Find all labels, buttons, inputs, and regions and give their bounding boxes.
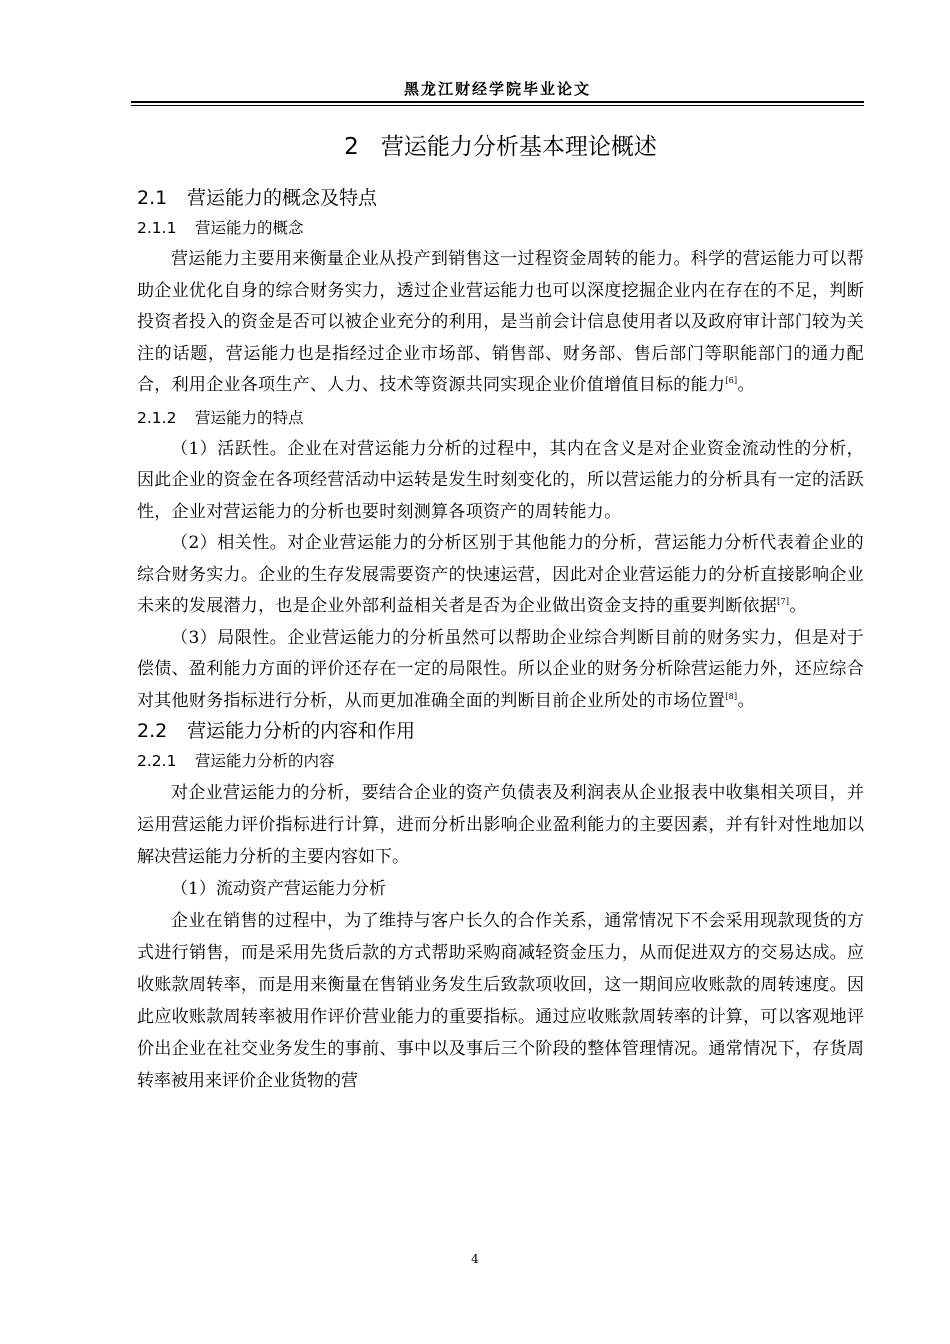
paragraph: 对企业营运能力的分析，要结合企业的资产负债表及利润表从企业报表中收集相关项目，并运用营运能力评价指标进行计算，进而分析出影响企业盈利能力的主要因素，并有针对性地加以解决营运能力分析的主要内容如下。 — [137, 783, 864, 867]
paragraph — [137, 528, 864, 623]
subsection-heading-2-1-2 — [137, 402, 864, 434]
paragraph — [137, 244, 864, 402]
subsection-number: 2.2.1 — [137, 752, 177, 770]
chapter-number: 2 — [344, 134, 359, 160]
citation: [6] — [725, 376, 738, 385]
subsection-title: 营运能力的特点 — [195, 408, 304, 427]
paragraph-end: 。 — [737, 375, 755, 395]
subsection-heading-2-2-1 — [137, 745, 864, 777]
paragraph-text: （3）局限性。企业营运能力的分析虽然可以帮助企业综合判断目前的财务实力，但是对于偿债、盈利能力方面的评价还存在一定的局限性。所以企业的财务分析除营运能力外，还应综合对其他财务指标进行分析，从而更加准确全面的判断目前企业所处的市场位置 — [137, 627, 864, 711]
citation: [8] — [725, 691, 738, 701]
subsection-heading-2-1-1 — [137, 212, 864, 244]
list-heading: （1）流动资产营运能力分析 — [171, 879, 386, 899]
paragraph: 企业在销售的过程中，为了维持与客户长久的合作关系，通常情况下不会采用现款现货的方式进行销售，而是采用先货后款的方式帮助采购商减轻资金压力，从而促进双方的交易达成。应收账款周转率，而是用来衡量在售销业务发生后致款项收回，这一期间应收账款的周转速度。因此应收账款周转率被用作评价营业能力的重要指标。通过应收账款周转率的计算，可以客观地评价出企业在社交业务发生的事前、事中以及事后三个阶段的整体管理情况。通常情况下，存货周转率被用来评价企业货物的营 — [137, 911, 864, 1091]
section-heading-2-2 — [137, 717, 864, 745]
paragraph — [137, 623, 864, 718]
page-number: 4 — [471, 1252, 479, 1266]
running-header: 黑龙江财经学院毕业论文 — [403, 80, 591, 98]
paragraph-end: 。 — [789, 596, 807, 616]
citation: [7] — [777, 597, 790, 606]
section-title: 营运能力分析的内容和作用 — [187, 720, 416, 742]
paragraph-end: 。 — [737, 690, 755, 711]
header-rule-thick — [131, 101, 864, 103]
paragraph-text: 营运能力主要用来衡量企业从投产到销售这一过程资金周转的能力。科学的营运能力可以帮助企业优化自身的综合财务实力，透过企业营运能力也可以深度挖掘企业内在存在的不足，判断投资者投入的资金是否可以被企业充分的利用，是当前会计信息使用者以及政府审计部门较为关注的话题，营运能力也是指经过企业市场部、销售部、财务部、售后部门等职能部门的通力配合，利用企业各项生产、人力、技术等资源共同实现企业价值增值目标的能力 — [137, 249, 864, 395]
subsection-number: 2.1.2 — [137, 408, 177, 427]
section-heading-2-1 — [137, 184, 864, 212]
paragraph-text: （2）相关性。对企业营运能力的分析区别于其他能力的分析，营运能力分析代表着企业的综合财务实力。企业的生存发展需要资产的快速运营，因此对企业营运能力的分析直接影响企业未来的发展潜力，也是企业外部利益相关者是否为企业做出资金支持的重要判断依据 — [137, 533, 864, 616]
subsection-title: 营运能力分析的内容 — [195, 752, 335, 770]
subsection-number: 2.1.1 — [137, 219, 177, 237]
section-number: 2.1 — [137, 187, 168, 209]
subsection-title: 营运能力的概念 — [195, 219, 304, 237]
paragraph: （1）活跃性。企业在对营运能力分析的过程中，其内在含义是对企业资金流动性的分析，因此企业的资金在各项经营活动中运转是发生时刻变化的，所以营运能力的分析具有一定的活跃性，企业对营运能力的分析也要时刻测算各项资产的周转能力。 — [137, 438, 864, 522]
section-number: 2.2 — [137, 720, 168, 742]
header-rule-thin — [131, 105, 864, 106]
page-body — [137, 124, 864, 1097]
section-title: 营运能力的概念及特点 — [187, 187, 378, 209]
chapter-title — [137, 132, 864, 162]
chapter-title-text: 营运能力分析基本理论概述 — [380, 134, 657, 160]
